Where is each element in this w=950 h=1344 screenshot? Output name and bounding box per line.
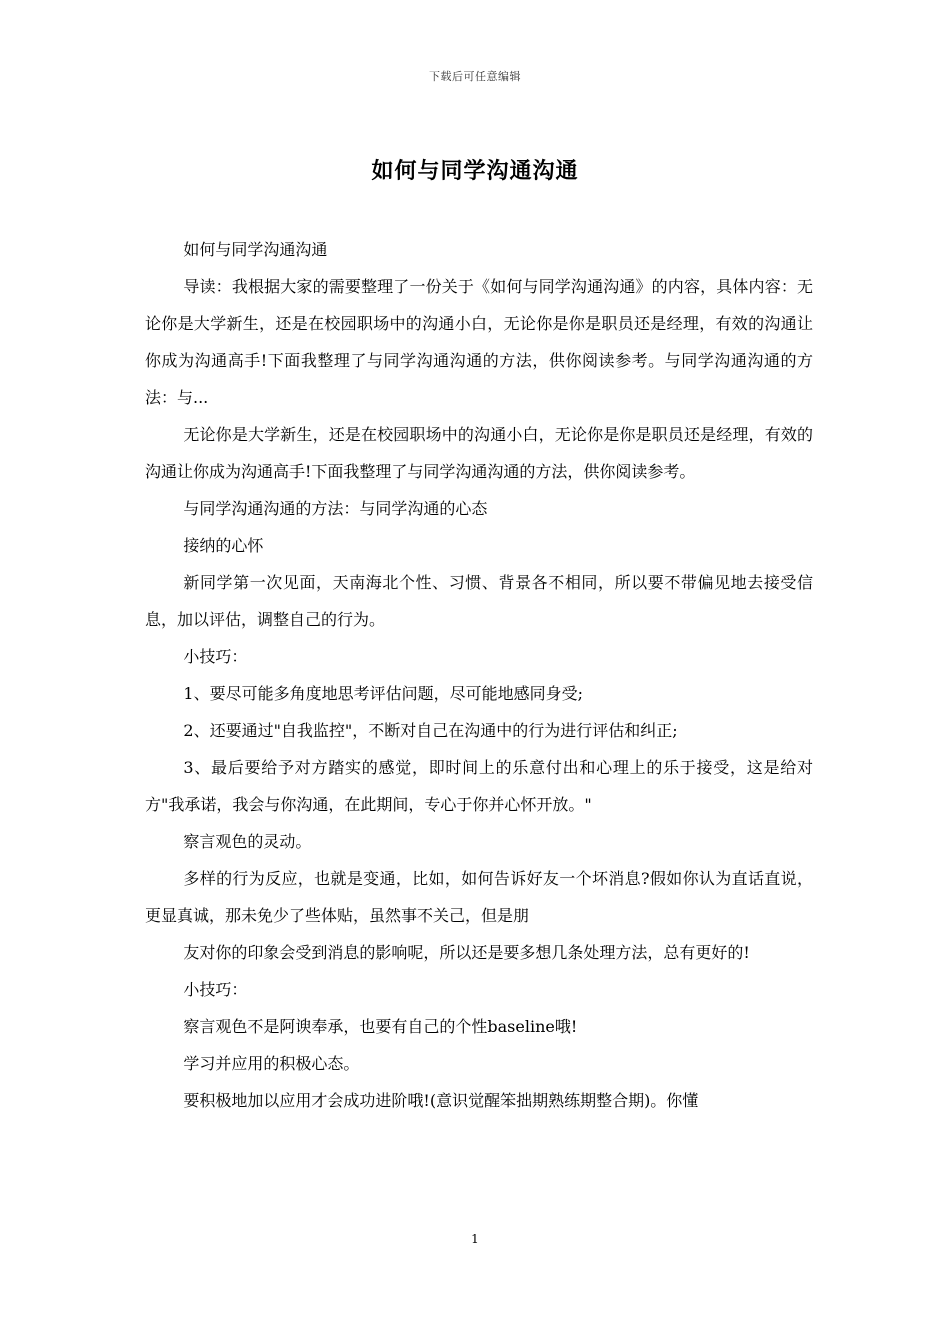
- paragraph: 多样的行为反应，也就是变通，比如，如何告诉好友一个坏消息?假如你认为直话直说，更显真诚，那未免少了些体贴，虽然事不关己，但是朋: [145, 869, 813, 925]
- paragraph: 察言观色的灵动。: [183, 832, 312, 851]
- paragraph: 无论你是大学新生，还是在校园职场中的沟通小白，无论你是你是职员还是经理，有效的沟通让你成为沟通高手!下面我整理了与同学沟通沟通的方法，供你阅读参考。: [145, 425, 813, 481]
- paragraph: 与同学沟通沟通的方法：与同学沟通的心态: [183, 499, 488, 518]
- paragraph: 3、最后要给予对方踏实的感觉，即时间上的乐意付出和心理上的乐于接受，这是给对方"我承诺，我会与你沟通，在此期间，专心于你并心怀开放。": [145, 758, 813, 814]
- paragraph: 要积极地加以应用才会成功进阶哦!(意识觉醒笨拙期熟练期整合期)。你懂: [183, 1091, 699, 1110]
- paragraph: 接纳的心怀: [183, 536, 264, 555]
- paragraph: 友对你的印象会受到消息的影响呢，所以还是要多想几条处理方法，总有更好的!: [183, 943, 750, 962]
- paragraph: 小技巧：: [183, 980, 248, 999]
- paragraph: 1、要尽可能多角度地思考评估问题，尽可能地感同身受;: [183, 684, 583, 703]
- paragraph: 2、还要通过"自我监控"，不断对自己在沟通中的行为进行评估和纠正;: [183, 721, 678, 740]
- document-body: [145, 231, 813, 1119]
- paragraph: 学习并应用的积极心态。: [183, 1054, 360, 1073]
- paragraph: 如何与同学沟通沟通: [183, 240, 328, 259]
- paragraph: 小技巧：: [183, 647, 248, 666]
- document-title: 如何与同学沟通沟通: [371, 158, 579, 184]
- header-note: 下载后可任意编辑: [429, 70, 521, 83]
- paragraph: 察言观色不是阿谀奉承，也要有自己的个性baseline哦!: [183, 1017, 578, 1036]
- paragraph: 新同学第一次见面，天南海北个性、习惯、背景各不相同，所以要不带偏见地去接受信息，加以评估，调整自己的行为。: [145, 573, 813, 629]
- paragraph: 导读：我根据大家的需要整理了一份关于《如何与同学沟通沟通》的内容，具体内容：无论你是大学新生，还是在校园职场中的沟通小白，无论你是你是职员还是经理，有效的沟通让你成为沟通高手!下面我整理了与同学沟通沟通的方法，供你阅读参考。与同学沟通沟通的方法：与...: [145, 277, 813, 407]
- page-number: 1: [471, 1232, 479, 1246]
